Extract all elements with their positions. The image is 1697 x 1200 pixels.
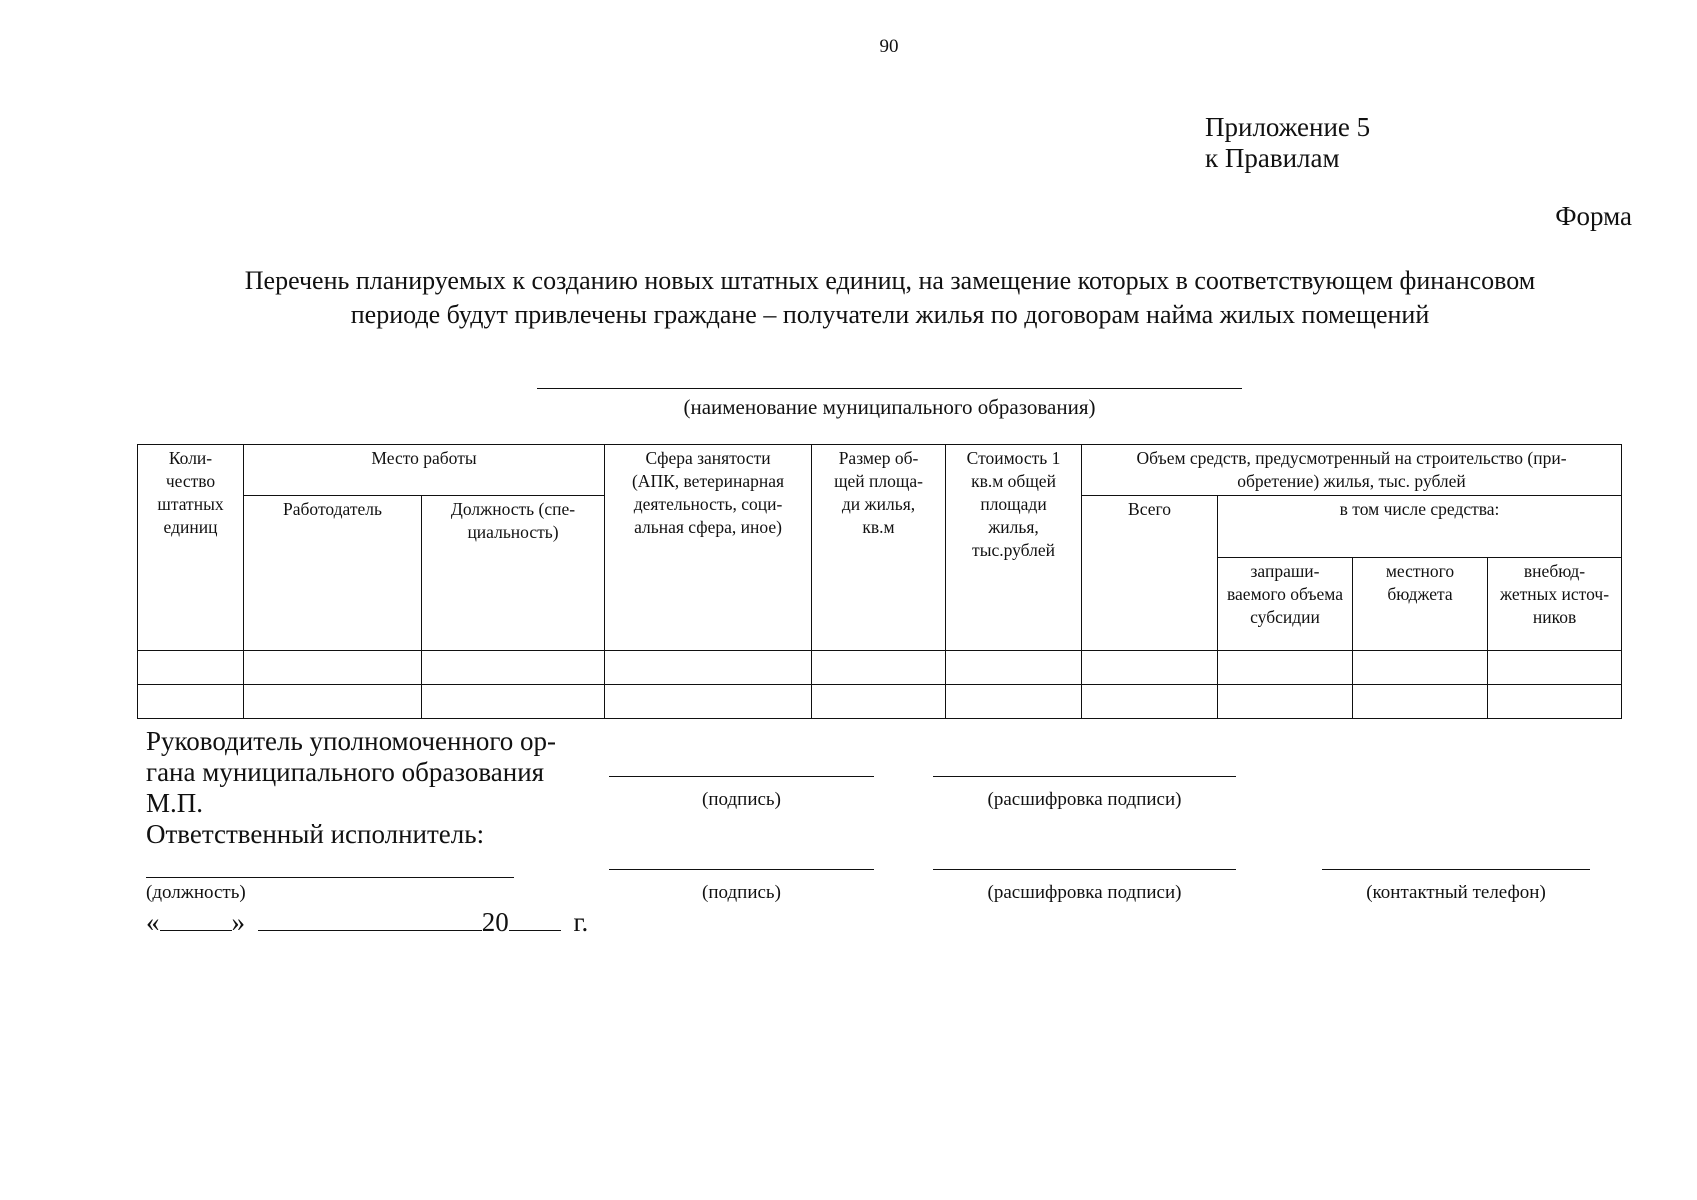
table-cell[interactable] (812, 685, 946, 719)
table-cell[interactable] (1082, 685, 1218, 719)
table-cell[interactable] (1353, 685, 1488, 719)
head-title-line-1: Руководитель уполномоченного ор- (146, 726, 557, 756)
table-cell[interactable] (138, 685, 244, 719)
executor-signature-caption: (подпись) (702, 882, 781, 903)
municipality-name-line[interactable] (537, 388, 1242, 389)
date-close-quote: » (231, 907, 245, 937)
table-cell[interactable] (244, 685, 422, 719)
table-cell[interactable] (244, 651, 422, 685)
date-open-quote: « (146, 907, 160, 937)
header-total: Всего (1082, 496, 1218, 651)
appendix-line-2: к Правилам (1205, 143, 1340, 173)
executor-decoding-line[interactable] (933, 869, 1236, 870)
header-including: в том числе средства: (1218, 496, 1622, 558)
executor-decoding-caption: (расшифровка подписи) (987, 882, 1182, 903)
executor-position-caption: (должность) (146, 882, 246, 903)
table-cell[interactable] (605, 651, 812, 685)
header-cost-per-sqm: Стоимость 1 кв.м общей площади жилья, тыс.рублей (946, 445, 1082, 651)
form-label: Форма (1555, 201, 1632, 231)
header-housing-area: Размер об- щей площа- ди жилья, кв.м (812, 445, 946, 651)
table-cell[interactable] (1488, 685, 1622, 719)
header-position: Должность (спе- циальность) (422, 496, 605, 651)
table-cell[interactable] (422, 651, 605, 685)
date-year-prefix: 20 (481, 907, 509, 937)
table-cell[interactable] (1353, 651, 1488, 685)
municipality-caption: (наименование муниципального образования) (683, 395, 1096, 419)
head-decoding-caption: (расшифровка подписи) (987, 789, 1182, 810)
head-signature-block (146, 726, 556, 850)
table-cell[interactable] (1218, 651, 1353, 685)
executor-position-line[interactable] (146, 877, 514, 878)
table-cell[interactable] (605, 685, 812, 719)
title-line-1: Перечень планируемых к созданию новых штатных единиц, на замещение которых в соответствующем финансовом (244, 266, 1536, 295)
head-decoding-line[interactable] (933, 776, 1236, 777)
executor-label: Ответственный исполнитель: (146, 819, 485, 849)
appendix-reference (1205, 112, 1370, 174)
executor-phone-line[interactable] (1322, 869, 1590, 870)
date-month-field[interactable] (258, 906, 482, 931)
header-employer: Работодатель (244, 496, 422, 651)
header-local-budget: местного бюджета (1353, 558, 1488, 651)
header-funds-volume: Объем средств, предусмотренный на строительство (при- обретение) жилья, тыс. рублей (1082, 445, 1622, 496)
head-signature-line[interactable] (609, 776, 874, 777)
table-cell[interactable] (1218, 685, 1353, 719)
staff-units-table (137, 444, 1622, 719)
table-cell[interactable] (1082, 651, 1218, 685)
table-cell[interactable] (946, 685, 1082, 719)
table-cell[interactable] (946, 651, 1082, 685)
date-year-suffix: г. (573, 907, 589, 937)
header-extrabudgetary: внебюд- жетных источ- ников (1488, 558, 1622, 651)
header-staff-count: Коли- чество штатных единиц (138, 445, 244, 651)
executor-signature-line[interactable] (609, 869, 874, 870)
table-row (138, 651, 1622, 685)
table-cell[interactable] (422, 685, 605, 719)
document-title (150, 264, 1630, 332)
table-cell[interactable] (1488, 651, 1622, 685)
table-cell[interactable] (812, 651, 946, 685)
head-signature-caption: (подпись) (702, 789, 781, 810)
table-cell[interactable] (138, 651, 244, 685)
executor-phone-caption: (контактный телефон) (1366, 882, 1546, 903)
date-row (146, 906, 588, 938)
appendix-line-1: Приложение 5 (1205, 112, 1371, 142)
head-title-line-2: гана муниципального образования (146, 757, 545, 787)
page-number: 90 (879, 36, 899, 57)
date-year-field[interactable] (509, 906, 561, 931)
stamp-label: М.П. (146, 788, 204, 818)
title-line-2: периоде будут привлечены граждане – получатели жилья по договорам найма жилых помещений (350, 300, 1430, 329)
date-day-field[interactable] (160, 906, 232, 931)
header-employment-sphere: Сфера занятости (АПК, ветеринарная деятельность, соци- альная сфера, иное) (605, 445, 812, 651)
header-workplace: Место работы (244, 445, 605, 496)
table-row (138, 685, 1622, 719)
header-requested-subsidy: запраши- ваемого объема субсидии (1218, 558, 1353, 651)
